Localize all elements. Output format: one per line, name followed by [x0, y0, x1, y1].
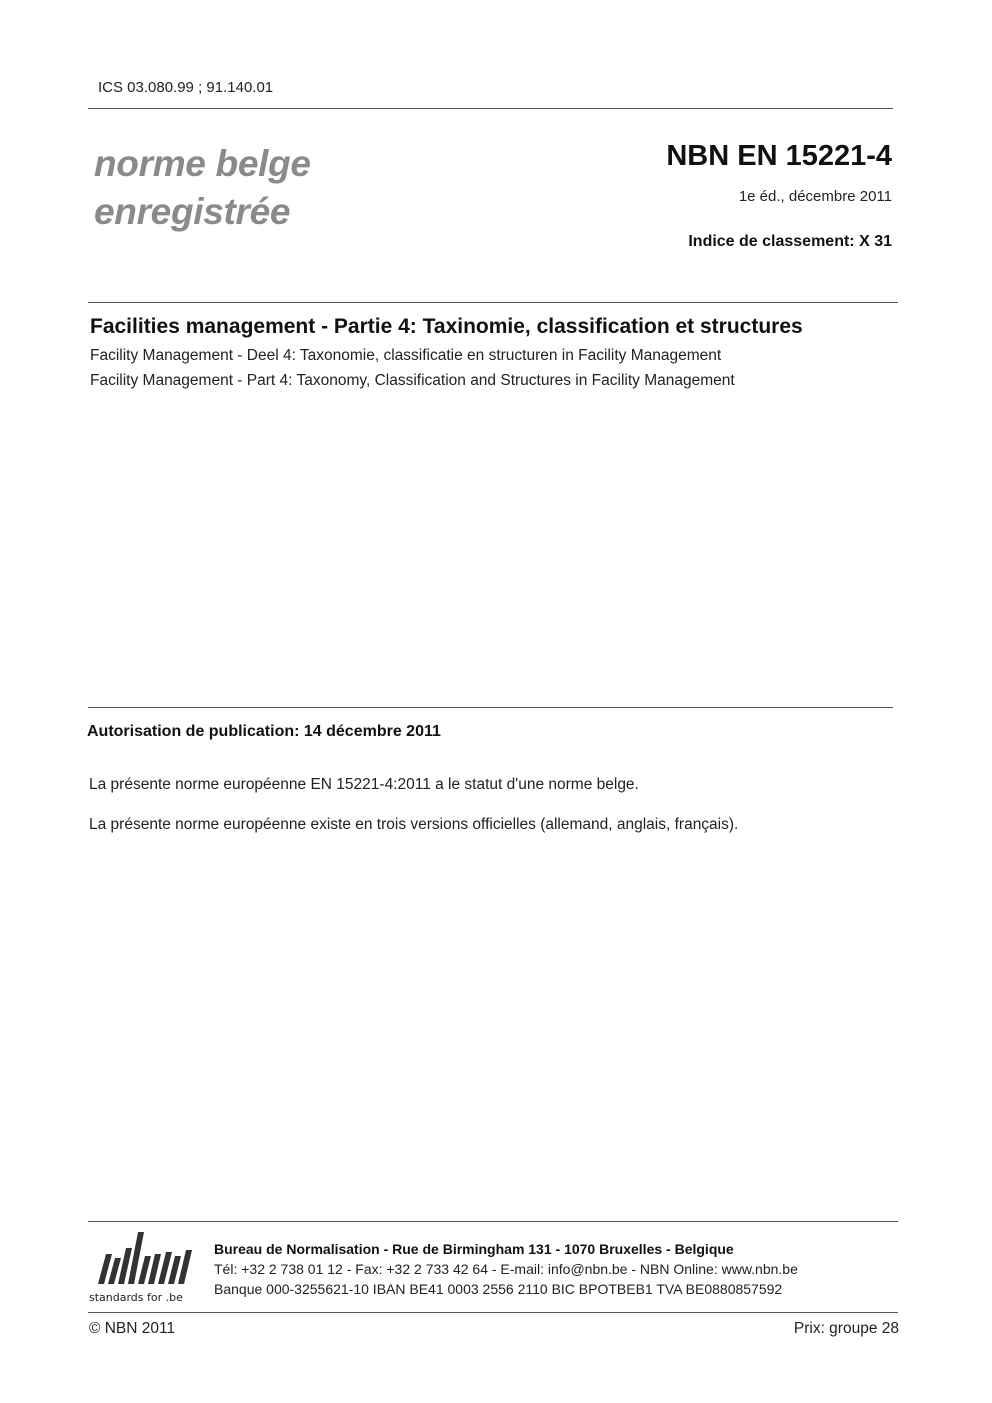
publication-divider	[88, 707, 893, 708]
versions-statement: La présente norme européenne existe en trois versions officielles (allemand, anglais, français).	[89, 816, 739, 833]
publication-authorisation: Autorisation de publication: 14 décembre 2011	[87, 723, 441, 740]
ics-code: ICS 03.080.99 ; 91.140.01	[98, 79, 274, 96]
bottom-divider	[88, 1312, 898, 1313]
title-dutch: Facility Management - Deel 4: Taxonomie, classificatie en structuren in Facility Management	[90, 347, 722, 364]
brand-line-1: norme belge	[94, 143, 311, 184]
price-group: Prix: groupe 28	[793, 1320, 899, 1337]
title-french: Facilities management - Partie 4: Taxinomie, classification et structures	[90, 315, 803, 338]
footer-address: Bureau de Normalisation - Rue de Birmingham 131 - 1070 Bruxelles - Belgique	[214, 1241, 734, 1257]
title-english: Facility Management - Part 4: Taxonomy, Classification and Structures in Facility Management	[90, 372, 735, 389]
nbn-logo-mark	[98, 1232, 192, 1284]
footer-contact: Tél: +32 2 738 01 12 - Fax: +32 2 733 42 64 - E-mail: info@nbn.be - NBN Online: www.nbn.be	[214, 1261, 798, 1277]
copyright: © NBN 2011	[89, 1320, 176, 1337]
edition-date: 1e éd., décembre 2011	[738, 188, 892, 205]
nbn-logo	[88, 1226, 200, 1306]
status-statement: La présente norme européenne EN 15221-4:2011 a le statut d'une norme belge.	[89, 776, 639, 793]
brand-heading	[94, 140, 311, 236]
nbn-logo-tagline: standards for .be	[89, 1291, 183, 1304]
footer-bank: Banque 000-3255621-10 IBAN BE41 0003 2556 2110 BIC BPOTBEB1 TVA BE0880857592	[214, 1281, 783, 1297]
document-number: NBN EN 15221-4	[666, 140, 892, 172]
brand-line-2: enregistrée	[94, 191, 291, 232]
title-divider	[88, 302, 898, 303]
footer-divider	[88, 1221, 898, 1222]
header-divider	[88, 108, 893, 109]
classification-index: Indice de classement: X 31	[688, 233, 892, 250]
